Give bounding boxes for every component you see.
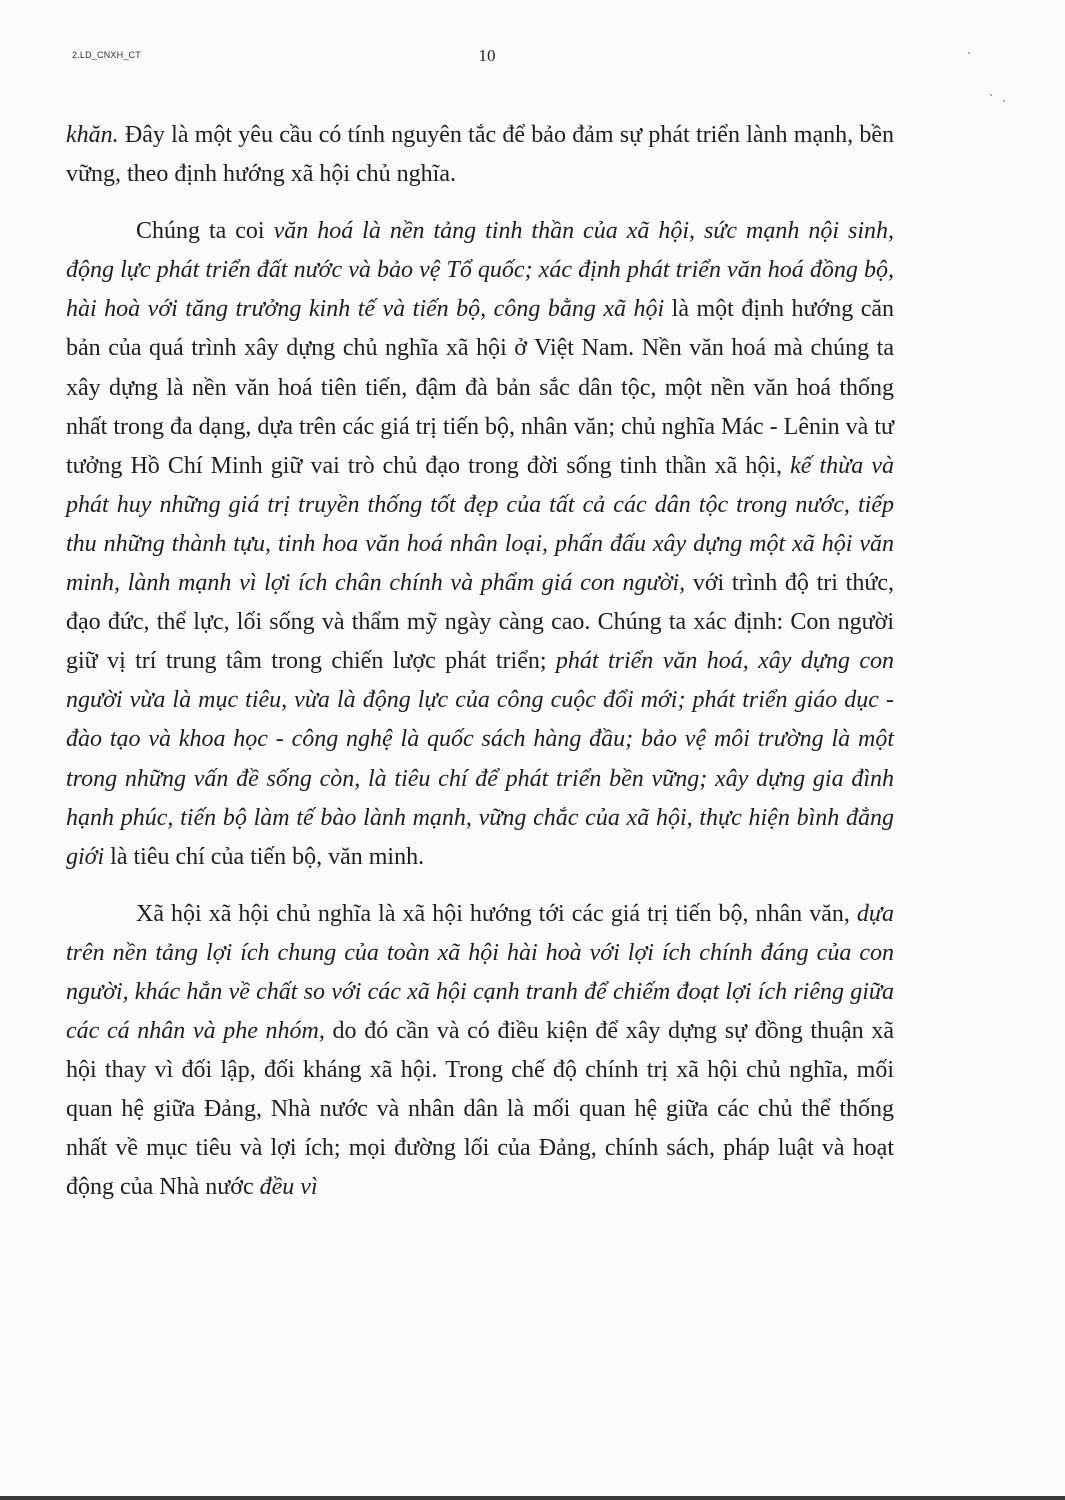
scan-speck: [968, 52, 970, 54]
text-segment: kế thừa và phát huy những giá trị truyền thống tốt đẹp của tất cả các dân tộc trong nước, tiếp thu những thành tựu, tinh hoa văn hoá nhân loại, phấn đấu xây dựng một xã hội văn minh, lành mạnh vì lợi ích chân chính và phẩm giá con người,: [66, 452, 895, 597]
text-segment: đều vì: [259, 1174, 318, 1201]
paragraph-3: [66, 895, 894, 1208]
paragraph-2: [66, 212, 894, 877]
text-segment: Xã hội xã hội chủ nghĩa là xã hội hướng tới các giá trị tiến bộ, nhân văn,: [136, 900, 857, 927]
text-segment: dựa trên nền tảng lợi ích chung của toàn xã hội hài hoà với lợi ích chính đáng của con người, khác hẳn về chất so với các xã hội cạnh tranh để chiếm đoạt lợi ích riêng giữa các cá nhân và phe nhóm,: [66, 900, 894, 1045]
text-segment: do đó cần và có điều kiện để xây dựng sự đồng thuận xã hội thay vì đối lập, đối kháng xã hội. Trong chế độ chính trị xã hội chủ nghĩa, mối quan hệ giữa Đảng, Nhà nước và nhân dân là mối quan hệ giữa các chủ thể thống nhất về mục tiêu và lợi ích; mọi đường lối của Đảng, chính sách, pháp luật và hoạt động của Nhà nước: [66, 1018, 894, 1201]
page-body: [66, 116, 894, 1208]
scan-speck: [990, 94, 992, 96]
text-segment: khăn.: [66, 122, 119, 148]
document-code: 2.LD_CNXH_CT: [72, 50, 141, 60]
text-segment: là tiêu chí của tiến bộ, văn minh.: [104, 843, 425, 870]
scan-speck: [1003, 100, 1005, 102]
scan-bottom-edge: [0, 1496, 1065, 1500]
text-segment: là một định hướng căn bản của quá trình xây dựng chủ nghĩa xã hội ở Việt Nam. Nền văn hoá mà chúng ta xây dựng là nền văn hoá tiên tiến, đậm đà bản sắc dân tộc, một nền văn hoá thống nhất trong đa dạng, dựa trên các giá trị tiến bộ, nhân văn; chủ nghĩa Mác - Lênin và tư tưởng Hồ Chí Minh giữ vai trò chủ đạo trong đời sống tinh thần xã hội,: [66, 296, 895, 479]
page-number: 10: [478, 46, 496, 65]
text-segment: với trình độ tri thức, đạo đức, thể lực, lối sống và thẩm mỹ ngày càng cao. Chúng ta xác định: Con người giữ vị trí trung tâm trong chiến lược phát triển;: [66, 570, 895, 675]
text-segment: Đây là một yêu cầu có tính nguyên tắc để bảo đảm sự phát triển lành mạnh, bền vững, theo định hướng xã hội chủ nghĩa.: [66, 122, 894, 188]
text-segment: Chúng ta coi: [136, 218, 274, 245]
text-segment: phát triển văn hoá, xây dựng con người vừa là mục tiêu, vừa là động lực của công cuộc đổi mới; phát triển giáo dục - đào tạo và khoa học - công nghệ là quốc sách hàng đầu; bảo vệ môi trường là một trong những vấn đề sống còn, là tiêu chí để phát triển bền vững; xây dựng gia đình hạnh phúc, tiến bộ làm tế bào lành mạnh, vững chắc của xã hội, thực hiện bình đẳng giới: [66, 648, 894, 870]
paragraph-1: [66, 116, 894, 194]
text-segment: văn hoá là nền tảng tinh thần của xã hội, sức mạnh nội sinh, động lực phát triển đất nước và bảo vệ Tổ quốc; xác định phát triển văn hoá đồng bộ, hài hoà với tăng trưởng kinh tế và tiến bộ, công bằng xã hội: [66, 218, 894, 323]
